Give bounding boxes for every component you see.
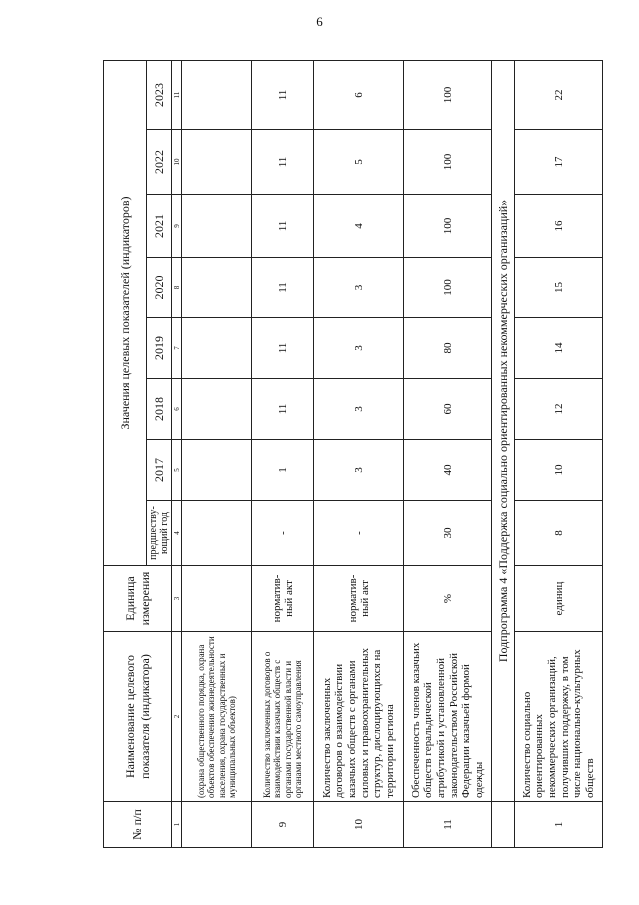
header-year: 2022	[147, 130, 172, 195]
row-value	[182, 130, 252, 195]
row-value: 3	[314, 258, 404, 318]
table-row	[404, 60, 492, 847]
row-name: Обеспеченность членов казачьих обществ геральдической атрибутикой и установленной законодательством Российской Федерации казачьей формой одежды	[404, 632, 492, 802]
row-value: 40	[404, 440, 492, 501]
col-index: 9	[172, 195, 182, 258]
row-value: 11	[252, 318, 314, 379]
header-year: 2021	[147, 195, 172, 258]
row-value: 11	[252, 258, 314, 318]
row-value: 11	[252, 379, 314, 440]
row-value: 4	[314, 195, 404, 258]
row-name: Количество социально ориентированных некоммерческих организаций, получивших поддержку, в том числе национально-культурных обществ	[515, 632, 603, 802]
table-row	[182, 60, 252, 847]
row-value	[182, 501, 252, 566]
row-value: 12	[515, 379, 603, 440]
row-num: 9	[252, 802, 314, 848]
row-value: 22	[515, 60, 603, 129]
row-value: 14	[515, 318, 603, 379]
row-value	[182, 258, 252, 318]
row-name: (охрана общественного порядка, охрана объектов обеспечения жизнедеятельности населения, охрана государственных и муниципальных объектов)	[182, 632, 252, 802]
row-value: 100	[404, 130, 492, 195]
header-num: № п/п	[104, 802, 172, 848]
row-value: 3	[314, 440, 404, 501]
row-num	[182, 802, 252, 848]
header-year: 2017	[147, 440, 172, 501]
subprogram-num-cell	[492, 802, 515, 848]
header-prev-year: предшеству-ющий год	[147, 501, 172, 566]
page-number: 6	[316, 14, 323, 29]
row-value	[182, 60, 252, 129]
row-value: -	[314, 501, 404, 566]
table-row	[314, 60, 404, 847]
table-row	[515, 60, 603, 847]
col-index: 11	[172, 60, 182, 129]
col-index: 8	[172, 258, 182, 318]
col-index: 1	[172, 802, 182, 848]
row-value: 100	[404, 258, 492, 318]
row-value: 3	[314, 379, 404, 440]
row-unit: %	[404, 566, 492, 632]
col-index: 2	[172, 632, 182, 802]
header-year: 2023	[147, 60, 172, 129]
row-value: 30	[404, 501, 492, 566]
row-value	[182, 379, 252, 440]
col-index: 3	[172, 566, 182, 632]
row-value	[182, 318, 252, 379]
header-unit: Единица измерения	[104, 566, 172, 632]
row-value: 1	[252, 440, 314, 501]
row-value: 80	[404, 318, 492, 379]
col-index: 6	[172, 379, 182, 440]
subprogram-title: Подпрограмма 4 «Поддержка социально ориентированных некоммерческих организаций»	[492, 60, 515, 801]
row-value: 11	[252, 60, 314, 129]
header-year: 2020	[147, 258, 172, 318]
row-value: 3	[314, 318, 404, 379]
row-value: 8	[515, 501, 603, 566]
row-num: 10	[314, 802, 404, 848]
row-num: 11	[404, 802, 492, 848]
row-value: 100	[404, 195, 492, 258]
row-name: Количество заключенных договоров о взаимодействии казачьих обществ с органами государственной власти и органами местного самоуправления	[252, 632, 314, 802]
indicators-table-rotated	[103, 61, 596, 848]
row-value	[182, 440, 252, 501]
row-value: 6	[314, 60, 404, 129]
row-value: 10	[515, 440, 603, 501]
row-value: 5	[314, 130, 404, 195]
row-value: 16	[515, 195, 603, 258]
row-unit: норматив-ный акт	[252, 566, 314, 632]
row-num: 1	[515, 802, 603, 848]
indicators-table	[103, 60, 603, 848]
col-index: 10	[172, 130, 182, 195]
header-year: 2019	[147, 318, 172, 379]
row-value: 11	[252, 130, 314, 195]
table-row	[252, 60, 314, 847]
row-unit: единиц	[515, 566, 603, 632]
row-unit: норматив-ный акт	[314, 566, 404, 632]
row-name: Количество заключенных договоров о взаимодействии казачьих обществ с органами силовых и правоохранительных структур, дислоцирующихся на территории региона	[314, 632, 404, 802]
header-year: 2018	[147, 379, 172, 440]
col-index: 5	[172, 440, 182, 501]
row-value	[182, 195, 252, 258]
row-unit	[182, 566, 252, 632]
subprogram-row	[492, 60, 515, 847]
row-value: -	[252, 501, 314, 566]
row-value: 11	[252, 195, 314, 258]
row-value: 15	[515, 258, 603, 318]
col-index: 7	[172, 318, 182, 379]
col-index: 4	[172, 501, 182, 566]
header-values: Значения целевых показателей (индикаторов)	[104, 60, 147, 565]
row-value: 60	[404, 379, 492, 440]
row-value: 100	[404, 60, 492, 129]
header-name: Наименование целевого показателя (индикатора)	[104, 632, 172, 802]
row-value: 17	[515, 130, 603, 195]
